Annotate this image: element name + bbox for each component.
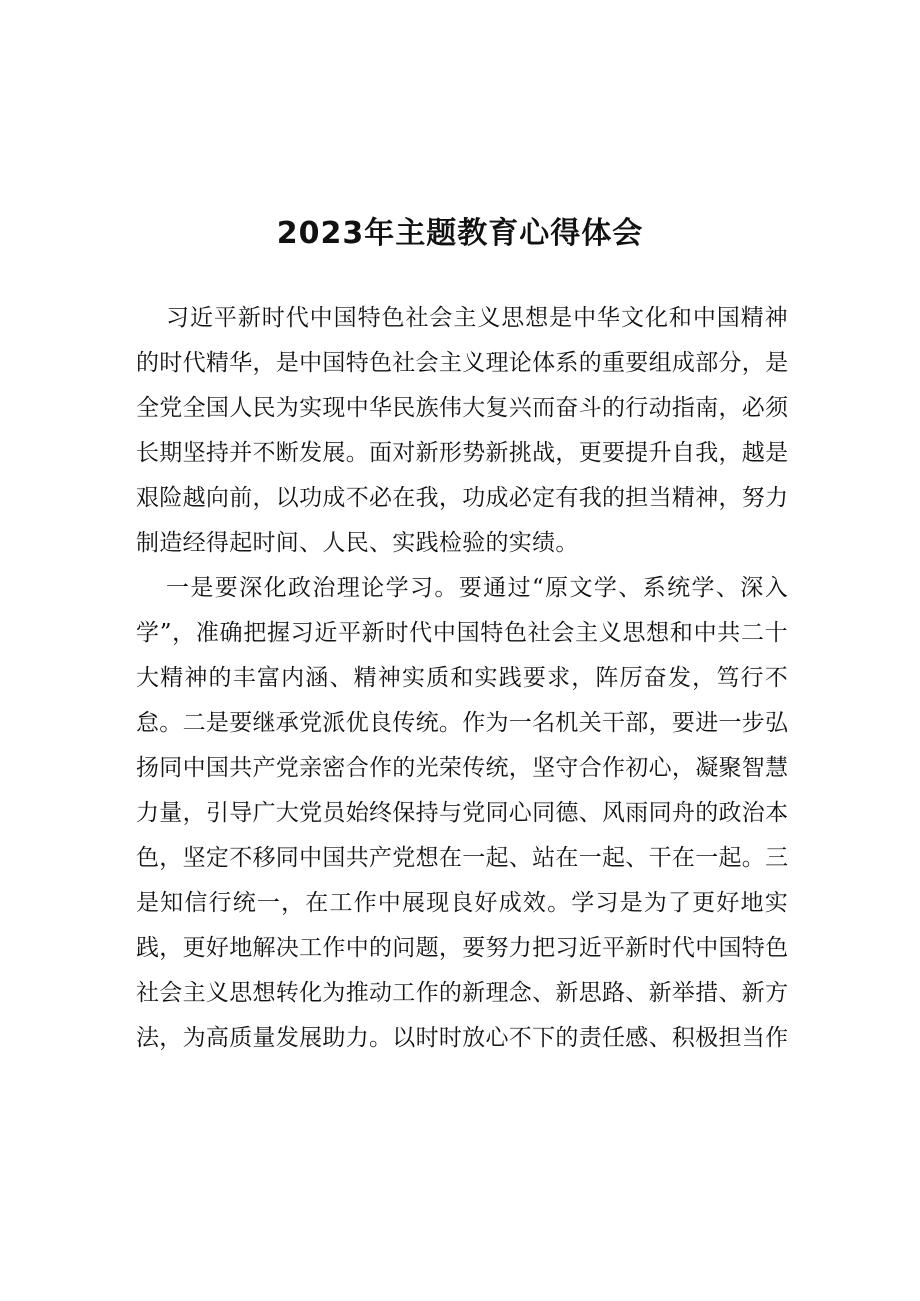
text-line: 艰险越向前，以功成不必在我，功成必定有我的担当精神，努力: [136, 485, 788, 511]
text-line: 制造经得起时间、人民、实践检验的实绩。: [136, 530, 579, 556]
text-line: 长期坚持并不断发展。面对新形势新挑战，更要提升自我，越是: [136, 440, 788, 466]
paragraph-1: [136, 296, 788, 566]
text-line: 践，更好地解决工作中的问题，要努力把习近平新时代中国特色: [136, 935, 788, 961]
text-line: 社会主义思想转化为推动工作的新理念、新思路、新举措、新方: [136, 980, 788, 1006]
text-line: 的时代精华，是中国特色社会主义理论体系的重要组成部分，是: [136, 350, 788, 376]
text-line: 扬同中国共产党亲密合作的光荣传统，坚守合作初心，凝聚智慧: [136, 755, 788, 781]
text-line: 力量，引导广大党员始终保持与党同心同德、风雨同舟的政治本: [136, 800, 788, 826]
text-line: 色，坚定不移同中国共产党想在一起、站在一起、干在一起。三: [136, 845, 788, 871]
text-line: 法，为高质量发展助力。以时时放心不下的责任感、积极担当作: [136, 1025, 788, 1051]
document-body: [136, 296, 788, 1061]
text-line: 大精神的丰富内涵、精神实质和实践要求，阵厉奋发，笃行不: [136, 665, 788, 691]
text-line: 习近平新时代中国特色社会主义思想是中华文化和中国精神: [166, 305, 788, 331]
text-line: 学”，准确把握习近平新时代中国特色社会主义思想和中共二十: [136, 620, 788, 646]
text-line: 怠。二是要继承党派优良传统。作为一名机关干部，要进一步弘: [136, 710, 788, 736]
document-title: 2023年主题教育心得体会: [276, 216, 644, 251]
text-line: 全党全国人民为实现中华民族伟大复兴而奋斗的行动指南，必须: [136, 395, 788, 421]
paragraph-2: [136, 566, 788, 1061]
text-line: 一是要深化政治理论学习。要通过“原文学、系统学、深入: [166, 575, 788, 601]
text-line: 是知信行统一，在工作中展现良好成效。学习是为了更好地实: [136, 890, 788, 916]
